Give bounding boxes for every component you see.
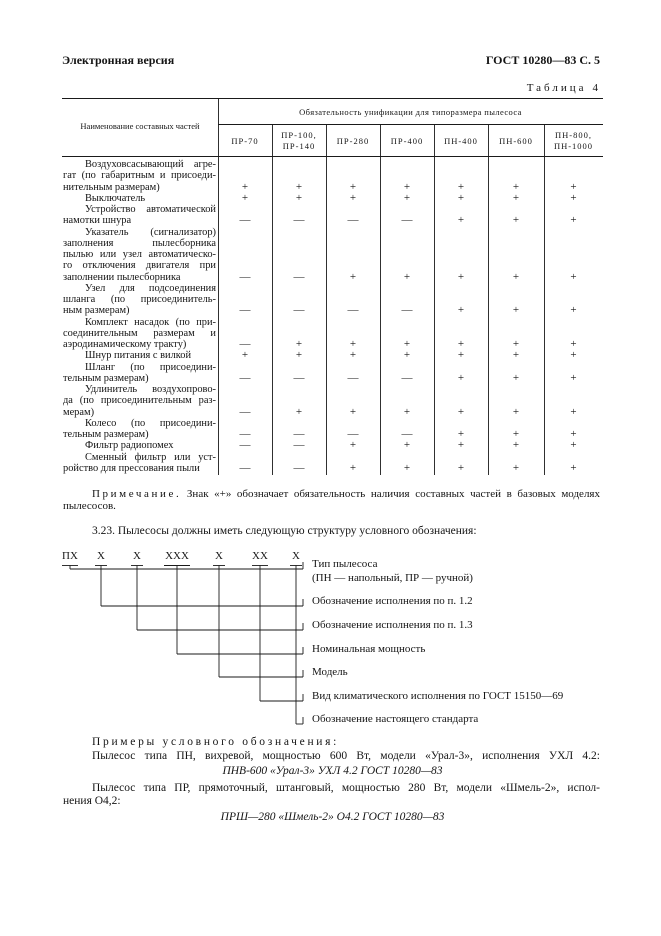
size-column-header-line: ПР-280: [336, 135, 370, 146]
size-column-header-line: ПР-400: [390, 135, 424, 146]
unification-mark: —: [347, 428, 359, 440]
unification-mark: —: [239, 214, 251, 227]
size-column-header-line: ПН-400: [444, 135, 478, 146]
unification-mark: +: [295, 405, 303, 418]
designation-label: Обозначение исполнения по п. 1.3: [312, 619, 473, 631]
component-name-line: ным размерам): [63, 305, 130, 317]
unification-mark: +: [457, 304, 465, 317]
unification-mark: —: [293, 439, 305, 452]
unification-mark: —: [293, 214, 305, 227]
unification-mark: +: [403, 180, 411, 193]
unification-mark: +: [570, 191, 577, 204]
component-name-line: Устройство автоматической: [85, 204, 216, 215]
unification-mark: —: [401, 428, 413, 440]
component-name-line: Указатель (сигнализатор): [85, 226, 216, 238]
unification-mark: —: [293, 270, 305, 283]
unification-mark: +: [457, 439, 465, 452]
designation-token: X: [133, 550, 141, 562]
component-name-line: Сменный фильтр или уст-: [85, 451, 216, 463]
unification-mark: +: [349, 349, 357, 362]
example-code: ПРШ—280 «Шмель-2» О4.2 ГОСТ 10280—83: [220, 811, 445, 823]
unification-mark: +: [570, 428, 577, 440]
component-name-line: го отключения двигателя при: [63, 260, 216, 272]
unification-mark: +: [457, 461, 465, 474]
designation-token: XXX: [165, 550, 189, 562]
unification-mark: —: [401, 214, 413, 227]
size-column-header-line: ПН-1000: [553, 141, 594, 151]
edition-label: Электронная версия: [62, 53, 175, 67]
component-name-line: гат (по габаритным и присоеди-: [63, 170, 216, 182]
column-header-name: Наименование составных частей: [80, 121, 200, 131]
designation-label: Номинальная мощность: [312, 643, 426, 655]
unification-mark: —: [239, 428, 251, 440]
unification-mark: +: [512, 191, 520, 204]
unification-mark: —: [293, 304, 305, 317]
component-name-line: Узел для подсоединения: [85, 282, 216, 294]
component-name-line: Фильтр радиопомех: [85, 440, 174, 452]
example-description: Пылесос типа ПН, вихревой, мощностью 600 Вт, модели «Урал-3», исполнения УХЛ 4.2:: [92, 750, 600, 762]
unification-mark: +: [403, 439, 411, 452]
designation-label: Модель: [312, 666, 348, 678]
unification-mark: +: [457, 214, 465, 227]
unification-mark: +: [349, 191, 357, 204]
unification-mark: +: [349, 461, 357, 474]
unification-mark: +: [241, 349, 249, 362]
unification-mark: —: [239, 439, 251, 452]
unification-mark: +: [349, 405, 357, 418]
unification-mark: +: [403, 461, 411, 474]
unification-mark: +: [349, 180, 357, 193]
component-name-line: Удлинитель воздухопрово-: [85, 384, 216, 395]
unification-mark: +: [570, 338, 577, 350]
example-code: ПНВ-600 «Урал-3» УХЛ 4.2 ГОСТ 10280—83: [222, 765, 443, 777]
unification-mark: +: [349, 270, 357, 283]
unification-mark: +: [512, 428, 520, 440]
unification-mark: —: [239, 371, 251, 384]
unification-mark: +: [512, 371, 520, 384]
unification-mark: +: [349, 338, 357, 350]
unification-mark: +: [512, 304, 520, 317]
unification-mark: —: [347, 371, 359, 384]
unification-mark: —: [347, 304, 359, 317]
unification-mark: +: [403, 191, 411, 204]
designation-token: X: [215, 550, 223, 562]
unification-mark: +: [512, 270, 520, 283]
unification-mark: +: [570, 180, 577, 193]
unification-mark: +: [457, 191, 465, 204]
unification-mark: +: [295, 349, 303, 362]
component-name-line: Шланг (по присоедини-: [85, 361, 216, 373]
component-name-line: мерам): [63, 406, 95, 418]
component-name-line: да (по присоединительным раз-: [63, 395, 216, 407]
table-caption-number: 4: [592, 82, 598, 94]
unification-mark: —: [239, 338, 251, 350]
note-label: Примечание.: [92, 488, 182, 500]
unification-mark: +: [295, 191, 303, 204]
unification-mark: +: [570, 270, 577, 283]
unification-mark: —: [347, 214, 359, 227]
unification-mark: —: [401, 304, 413, 317]
unification-mark: +: [570, 349, 577, 362]
unification-mark: +: [295, 338, 303, 350]
designation-label: (ПН — напольный, ПР — ручной): [312, 572, 473, 584]
unification-mark: +: [457, 349, 465, 362]
designation-token: XX: [252, 550, 268, 562]
unification-mark: +: [570, 405, 577, 418]
example-description: Пылесос типа ПР, прямоточный, штанговый, мощностью 280 Вт, модели «Шмель-2», испол-: [92, 782, 600, 794]
component-name-line: ройство для прессования пыли: [63, 462, 200, 474]
unification-mark: —: [401, 371, 413, 384]
unification-mark: +: [512, 405, 520, 418]
unification-mark: +: [512, 338, 520, 350]
unification-mark: +: [512, 439, 520, 452]
unification-mark: +: [403, 349, 411, 362]
component-name-line: заполнения пылесборника: [63, 237, 216, 249]
size-column-header-line: ПР-100,: [281, 130, 317, 140]
unification-mark: +: [457, 270, 465, 283]
unification-mark: +: [403, 338, 411, 350]
examples-heading: Примеры условного обозначения:: [92, 736, 340, 748]
designation-token: X: [97, 550, 105, 562]
unification-mark: —: [293, 428, 305, 440]
component-name-line: соединительным размерам и: [63, 327, 216, 339]
component-name-line: шланга (по присоединитель-: [63, 294, 216, 305]
unification-mark: +: [457, 371, 465, 384]
unification-mark: +: [512, 214, 520, 227]
unification-mark: —: [239, 405, 251, 418]
size-column-header-line: ПР-70: [231, 135, 259, 146]
component-name-line: тельным размерам): [63, 372, 149, 384]
designation-label: Вид климатического исполнения по ГОСТ 15150—69: [312, 690, 564, 702]
note-text: Знак «+» обозначает обязательность наличия составных частей в базовых моделях: [186, 488, 600, 500]
unification-mark: +: [457, 338, 465, 350]
unification-mark: +: [570, 439, 577, 452]
unification-mark: +: [241, 191, 249, 204]
table-note-line: пылесосов.: [63, 500, 116, 512]
standard-page-header: ГОСТ 10280—83 С. 5: [485, 53, 600, 67]
unification-mark: +: [512, 180, 520, 193]
unification-mark: +: [570, 304, 577, 317]
component-name-line: пылью или узел автоматическо-: [63, 249, 216, 260]
unification-mark: +: [457, 428, 465, 440]
component-name-line: аэродинамическому тракту): [63, 339, 187, 350]
designation-token: X: [292, 550, 300, 562]
unification-mark: +: [512, 461, 520, 474]
designation-label: Обозначение настоящего стандарта: [312, 713, 479, 725]
example-description: нения О4,2:: [63, 795, 121, 807]
component-name-line: нительным размерам): [63, 181, 160, 193]
component-name-line: Выключатель: [85, 192, 146, 204]
component-name-line: заполнении пылесборника: [63, 271, 181, 283]
unification-mark: +: [570, 371, 577, 384]
designation-label: Обозначение исполнения по п. 1.2: [312, 595, 473, 607]
unification-mark: —: [239, 461, 251, 474]
component-name-line: Воздуховсасывающий агре-: [85, 159, 216, 170]
unification-mark: +: [512, 349, 520, 362]
section-paragraph: 3.23. Пылесосы должны иметь следующую структуру условного обозначения:: [92, 525, 477, 537]
component-name-line: тельным размерам): [63, 429, 149, 440]
unification-mark: +: [570, 214, 577, 227]
size-column-header-line: ПН-800,: [555, 130, 592, 140]
unification-mark: +: [241, 180, 249, 193]
unification-mark: —: [239, 304, 251, 317]
designation-label: Тип пылесоса: [312, 558, 378, 570]
component-name-line: Комплект насадок (по при-: [85, 316, 216, 328]
table-caption-word: Таблица: [526, 82, 587, 94]
size-column-header-line: ПР-140: [282, 141, 316, 151]
component-name-line: Шнур питания с вилкой: [85, 350, 192, 362]
unification-mark: +: [457, 405, 465, 418]
unification-mark: +: [570, 461, 577, 474]
unification-mark: —: [293, 371, 305, 384]
column-group-header: Обязательность унификации для типоразмера пылесоса: [299, 107, 522, 117]
unification-mark: +: [403, 405, 411, 418]
unification-mark: —: [293, 461, 305, 474]
unification-mark: +: [349, 439, 357, 452]
unification-mark: +: [457, 180, 465, 193]
unification-mark: —: [239, 270, 251, 283]
unification-mark: +: [295, 180, 303, 193]
size-column-header-line: ПН-600: [499, 135, 533, 146]
component-name-line: Колесо (по присоедини-: [85, 417, 216, 429]
unification-mark: +: [403, 270, 411, 283]
designation-token: ПХ: [62, 550, 78, 562]
component-name-line: намотки шнура: [63, 215, 132, 227]
